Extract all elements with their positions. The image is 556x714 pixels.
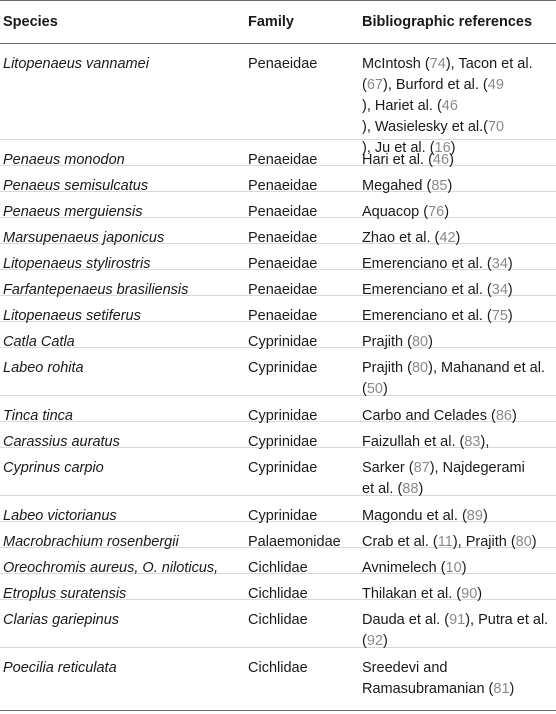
reference-text: Ramasubramanian ( (362, 681, 494, 697)
table-row (0, 448, 556, 496)
species-cell: Litopenaeus setiferus (3, 308, 141, 324)
reference-text: Emerenciano et al. ( (362, 282, 492, 298)
reference-text: ( (362, 77, 367, 93)
reference-number-link[interactable]: 89 (466, 508, 483, 524)
table-row (0, 600, 556, 648)
references-cell (362, 358, 552, 400)
references-cell (362, 610, 552, 652)
reference-text: ( (483, 119, 488, 135)
reference-text: ) (428, 334, 433, 350)
reference-text: ), Prajith ( (452, 534, 516, 550)
reference-text: Emerenciano et al. ( (362, 308, 492, 324)
reference-text: Prajith ( (362, 360, 412, 376)
reference-number-link[interactable]: 75 (491, 308, 508, 324)
reference-text: Crab et al. ( (362, 534, 438, 550)
reference-text: Carbo and Celades ( (362, 408, 496, 424)
family-cell: Cyprinidae (248, 508, 318, 524)
reference-number-link[interactable]: 81 (493, 681, 510, 697)
reference-text: McIntosh ( (362, 56, 430, 72)
table-row (0, 548, 556, 574)
reference-number-link[interactable]: 50 (366, 381, 383, 397)
reference-number-link[interactable]: 76 (428, 204, 445, 220)
reference-text: ) (450, 140, 456, 156)
reference-text: Faizullah et al. ( (362, 434, 465, 450)
header-references: Bibliographic references (362, 14, 533, 30)
reference-text: ( (362, 381, 367, 397)
reference-text: ) (482, 508, 488, 524)
species-cell: Macrobrachium rosenbergii (3, 534, 179, 550)
species-cell: Cyprinus carpio (3, 460, 104, 476)
family-cell: Cyprinidae (248, 360, 318, 376)
reference-text: ) (507, 282, 513, 298)
reference-text: Aquacop ( (362, 204, 429, 220)
table-row (0, 218, 556, 244)
table-row (0, 322, 556, 348)
reference-text: ) (461, 560, 467, 576)
reference-number-link[interactable]: 86 (495, 408, 512, 424)
species-cell: Poecilia reticulata (3, 660, 117, 676)
family-cell: Cichlidae (248, 560, 308, 576)
reference-text: Emerenciano et al. ( (362, 256, 492, 272)
reference-number-link[interactable]: 11 (437, 534, 453, 550)
species-cell: Penaeus merguiensis (3, 204, 143, 220)
reference-number-link[interactable]: 92 (366, 633, 383, 649)
species-cell: Marsupenaeus japonicus (3, 230, 165, 246)
table-top-rule (0, 0, 556, 1)
references-cell (362, 658, 552, 700)
reference-text: Dauda et al. ( (362, 612, 450, 628)
reference-text: et al. ( (401, 98, 442, 114)
species-cell: Penaeus semisulcatus (3, 178, 149, 194)
family-cell: Penaeidae (248, 204, 318, 220)
family-cell: Cichlidae (248, 586, 308, 602)
table-row (0, 422, 556, 448)
family-cell: Cyprinidae (248, 460, 318, 476)
reference-number-link[interactable]: 74 (429, 56, 446, 72)
reference-text: Thilakan et al. ( (362, 586, 462, 602)
reference-number-link[interactable]: 85 (431, 178, 448, 194)
reference-text: ) (509, 681, 515, 697)
reference-text: ) (507, 256, 513, 272)
reference-number-link[interactable]: 88 (402, 481, 419, 497)
family-cell: Penaeidae (248, 56, 318, 72)
species-cell: Labeo rohita (3, 360, 84, 376)
table-row (0, 522, 556, 548)
reference-text: Prajith ( (362, 334, 412, 350)
reference-number-link[interactable]: 91 (449, 612, 466, 628)
reference-text: ) (444, 204, 450, 220)
reference-number-link[interactable]: 80 (515, 534, 532, 550)
family-cell: Cyprinidae (248, 434, 318, 450)
table-row (0, 648, 556, 710)
reference-text: ), Ju et al. ( (362, 140, 435, 156)
reference-text: ( (362, 633, 367, 649)
species-cell: Clarias gariepinus (3, 612, 120, 628)
reference-text: ), Mahanand et al. (428, 360, 545, 376)
table-row (0, 296, 556, 322)
header-species: Species (3, 14, 58, 30)
reference-text: ) (455, 230, 461, 246)
reference-text: ), Hari (362, 98, 402, 114)
table-row (0, 348, 556, 396)
table-row (0, 166, 556, 192)
reference-number-link[interactable]: 67 (366, 77, 383, 93)
reference-number-link[interactable]: 46 (432, 152, 450, 168)
reference-text: ) (507, 308, 513, 324)
reference-text: ), Wasielesky et al. (362, 119, 484, 135)
family-cell: Penaeidae (248, 152, 318, 168)
table-row (0, 244, 556, 270)
species-cell: Catla Catla (3, 334, 75, 350)
family-cell: Penaeidae (248, 282, 318, 298)
header-family: Family (248, 14, 294, 30)
table-row (0, 270, 556, 296)
reference-number-link[interactable]: 42 (439, 230, 456, 246)
family-cell: Cyprinidae (248, 408, 318, 424)
reference-number-link[interactable]: 83 (464, 434, 481, 450)
reference-text: ), Tacon et al. (445, 56, 533, 72)
reference-text: ) (447, 178, 453, 194)
table-row (0, 396, 556, 422)
reference-number-link[interactable]: 90 (461, 586, 478, 602)
reference-text: ) (382, 633, 388, 649)
reference-number-link[interactable]: 16 (434, 140, 451, 156)
species-cell: Tinca tinca (3, 408, 73, 424)
references-cell (362, 458, 552, 500)
family-cell: Penaeidae (248, 308, 318, 324)
family-cell: Cyprinidae (248, 334, 318, 350)
reference-text: ) (382, 381, 388, 397)
reference-number-link[interactable]: 10 (445, 560, 462, 576)
reference-text: ) (531, 534, 537, 550)
reference-text: Zhao et al. ( (362, 230, 440, 246)
species-cell: Farfantepenaeus brasiliensis (3, 282, 189, 298)
species-cell: Oreochromis aureus, O. niloticus, (3, 560, 219, 576)
reference-text: Megahed ( (362, 178, 432, 194)
reference-number-link[interactable]: 49 (487, 77, 504, 93)
species-cell: Labeo victorianus (3, 508, 117, 524)
table-row (0, 44, 556, 156)
reference-text: Magondu et al. ( (362, 508, 467, 524)
species-cell: Litopenaeus vannamei (3, 56, 149, 72)
reference-number-link[interactable]: 80 (411, 360, 429, 376)
reference-number-link[interactable]: 87 (413, 460, 430, 476)
reference-number-link[interactable]: 34 (491, 256, 508, 272)
family-cell: Penaeidae (248, 230, 318, 246)
family-cell: Penaeidae (248, 256, 318, 272)
reference-number-link[interactable]: 34 (491, 282, 508, 298)
reference-text: ), (480, 434, 490, 450)
family-cell: Penaeidae (248, 178, 318, 194)
reference-text: ), Burford et al. ( (382, 77, 488, 93)
species-cell: Etroplus suratensis (3, 586, 127, 602)
table-row (0, 496, 556, 522)
reference-text: Avnimelech ( (362, 560, 446, 576)
reference-number-link[interactable]: 70 (487, 119, 505, 135)
reference-text: et al. ( (362, 481, 403, 497)
reference-text: ) (511, 408, 517, 424)
family-cell: Cichlidae (248, 660, 308, 676)
reference-text: ) (418, 481, 424, 497)
reference-number-link[interactable]: 46 (441, 98, 458, 114)
reference-text: Sreedevi and (362, 660, 448, 676)
species-cell: Carassius auratus (3, 434, 120, 450)
reference-text: Sarker ( (362, 460, 414, 476)
table-row (0, 574, 556, 600)
reference-text: Hari et al. ( (362, 152, 433, 168)
table-row (0, 140, 556, 166)
family-cell: Palaemonidae (248, 534, 341, 550)
reference-text: ) (449, 152, 454, 168)
species-cell: Litopenaeus stylirostris (3, 256, 151, 272)
reference-text: ), Najdegerami (429, 460, 525, 476)
reference-text: ), Putra et al. (465, 612, 549, 628)
reference-text: ) (477, 586, 483, 602)
species-cell: Penaeus monodon (3, 152, 125, 168)
table-row (0, 192, 556, 218)
reference-number-link[interactable]: 80 (411, 334, 429, 350)
table-bottom-rule (0, 710, 556, 711)
family-cell: Cichlidae (248, 612, 308, 628)
